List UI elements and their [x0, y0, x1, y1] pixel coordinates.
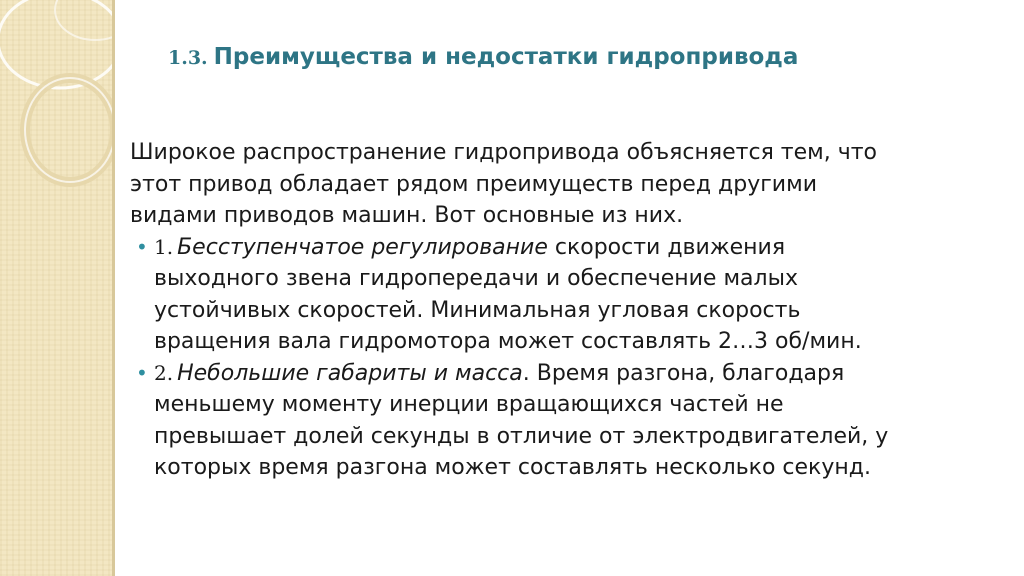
slide-body: [130, 137, 1010, 484]
decorative-side-panel: [0, 0, 112, 576]
item-line: вращения вала гидромотора может составлять 2…3 об/мин.: [154, 329, 862, 354]
bullet-icon: •: [136, 360, 148, 385]
item-emphasis: Небольшие габариты и масса: [177, 360, 523, 386]
item-line: меньшему моменту инерции вращающихся частей не: [154, 392, 784, 417]
intro-line: этот привод обладает рядом преимуществ перед другими: [130, 171, 817, 197]
title-text: Преимущества и недостатки гидропривода: [213, 44, 799, 70]
item-emphasis: Бесступенчатое регулирование: [177, 234, 548, 260]
item-line: выходного звена гидропередачи и обеспечение малых: [154, 266, 798, 291]
slide-title: [168, 40, 988, 74]
bullet-icon: •: [136, 234, 148, 259]
item-line: устойчивых скоростей. Минимальная угловая скорость: [154, 297, 801, 323]
list-item-first-line: [154, 358, 1010, 390]
intro-paragraph: [130, 137, 1010, 232]
item-text: скорости движения: [547, 234, 786, 260]
panel-divider: [112, 0, 115, 576]
list-item-first-line: [154, 232, 1010, 264]
item-line: превышает долей секунды в отличие от электродвигателей, у: [154, 423, 889, 449]
list-item: [130, 358, 1010, 484]
intro-line: Широкое распространение гидропривода объясняется тем, что: [130, 140, 878, 165]
section-number: 1.3.: [168, 47, 208, 69]
item-number: 1.: [154, 234, 174, 259]
item-text: . Время разгона, благодаря: [522, 360, 845, 386]
list-item: [130, 232, 1010, 358]
decorative-rings: [0, 0, 112, 576]
item-number: 2.: [154, 360, 174, 385]
item-line: которых время разгона может составлять несколько секунд.: [154, 455, 871, 480]
intro-line: видами приводов машин. Вот основные из них.: [130, 203, 684, 228]
